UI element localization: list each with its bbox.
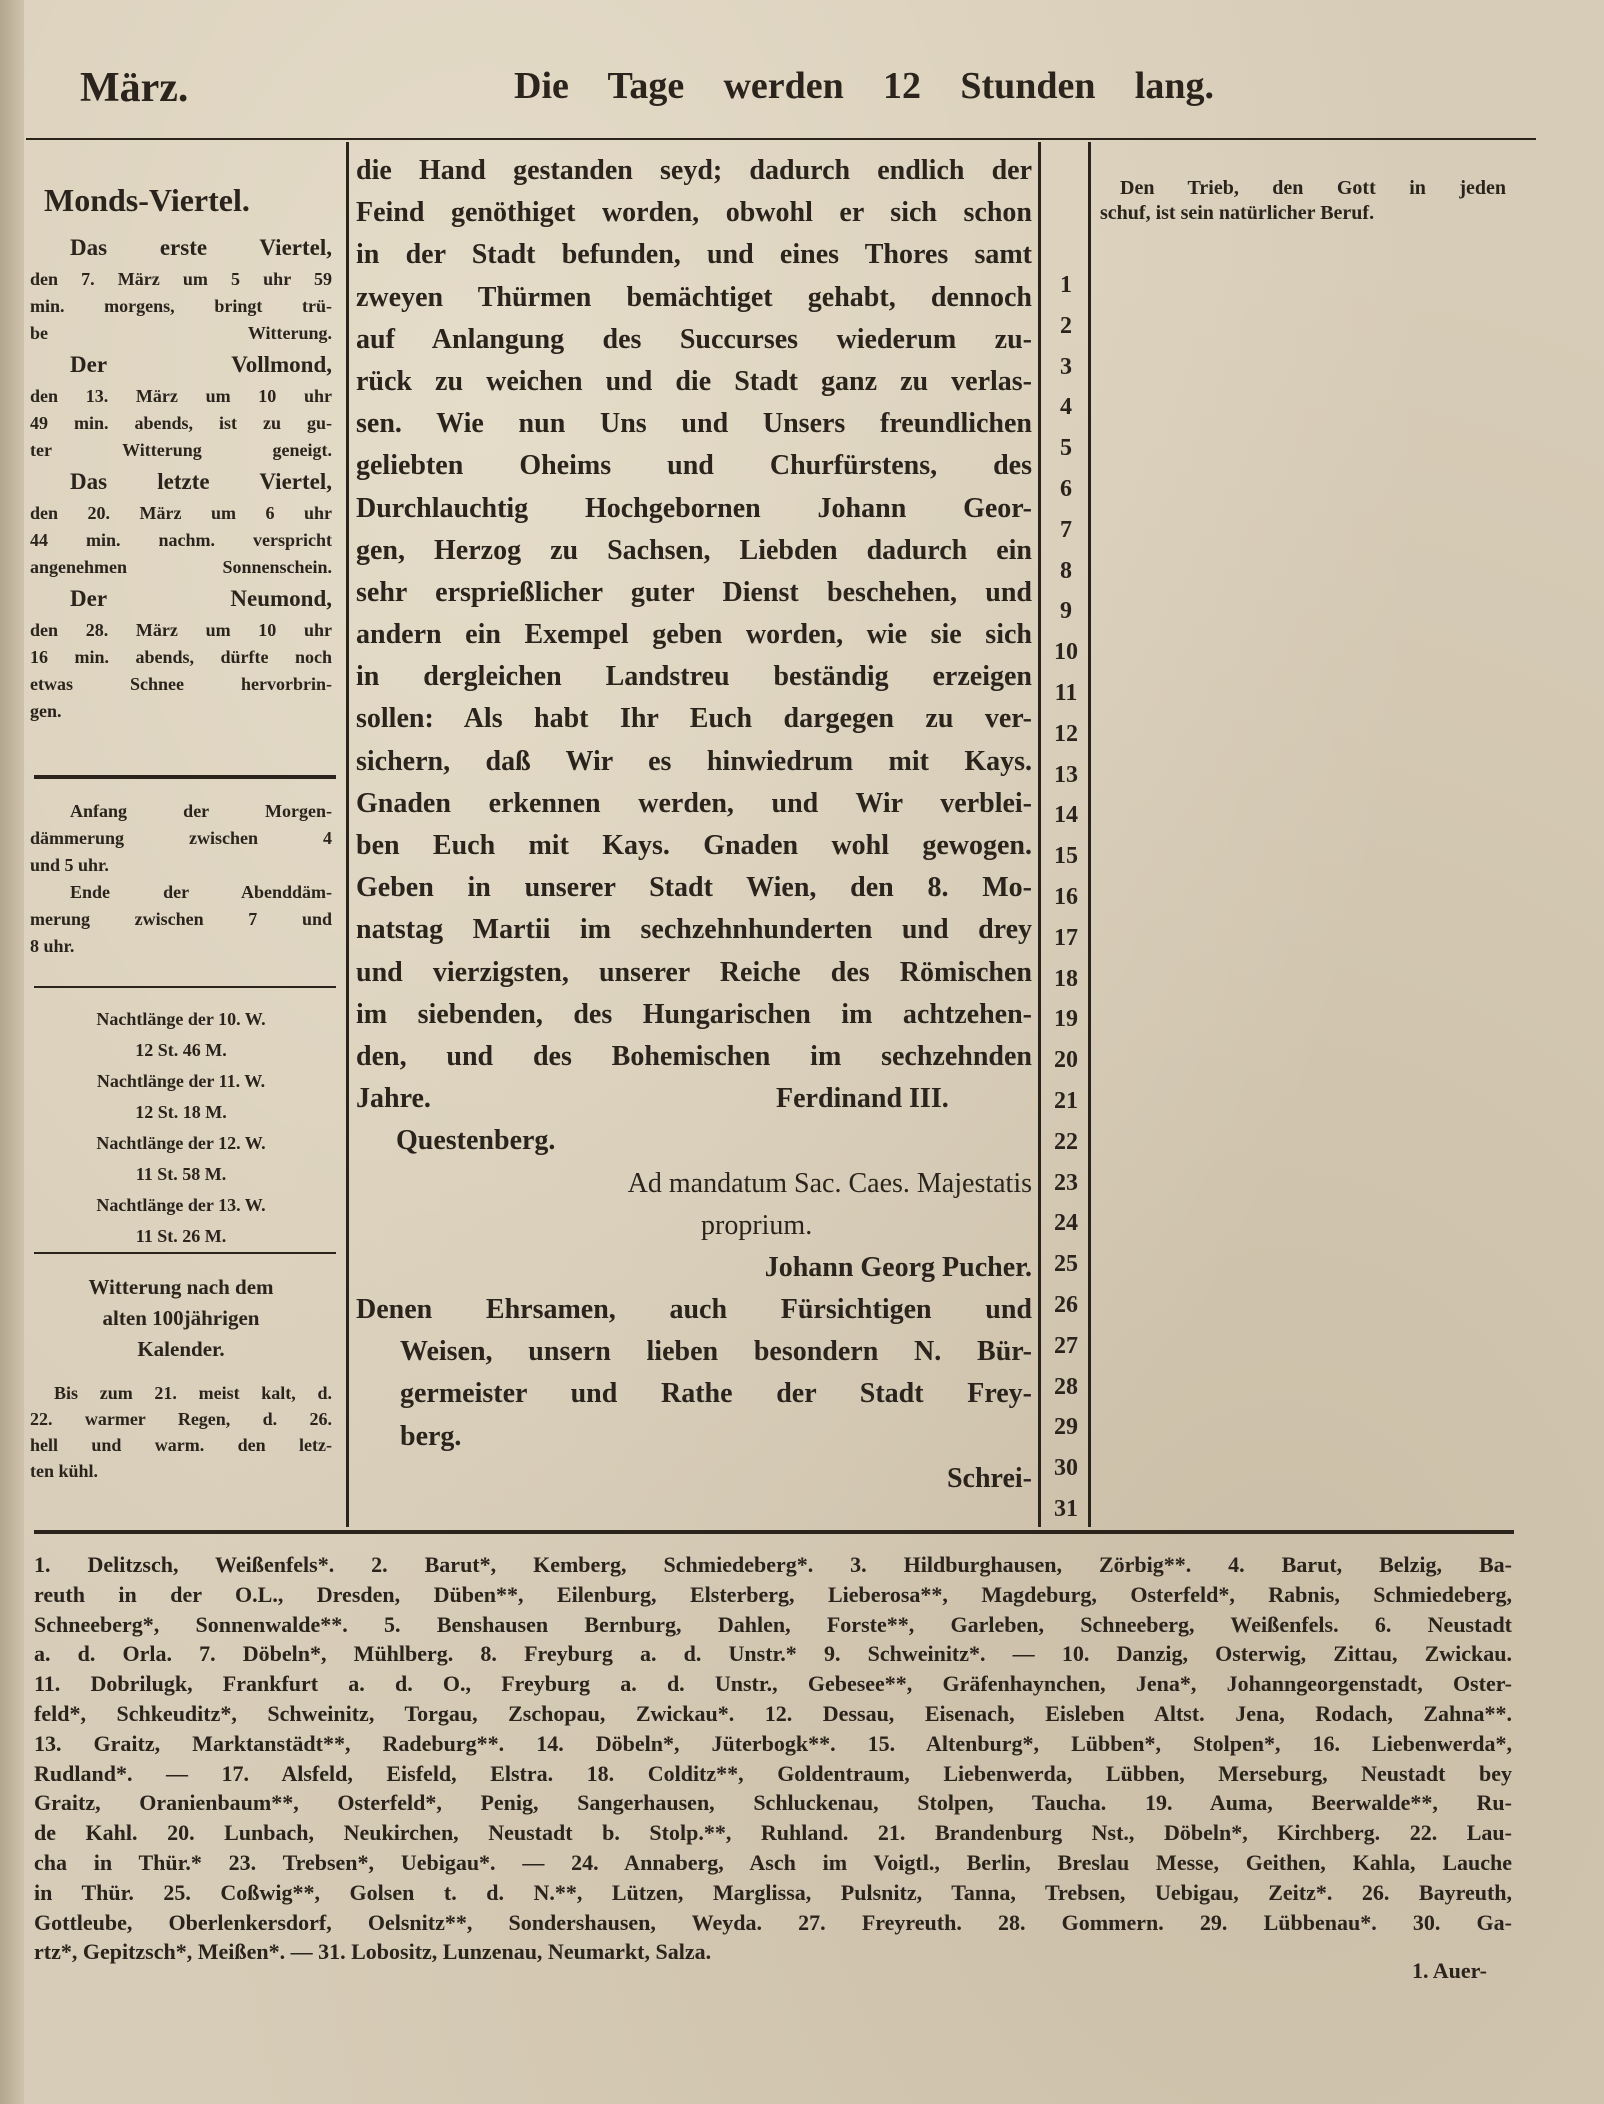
day-number: 6 [1060, 476, 1072, 502]
text-line: Feind genöthiget worden, obwohl er sich schon [356, 197, 1032, 229]
signer-name: Ferdinand III. [776, 1083, 949, 1115]
moon-phase-detail: 44 min. nachm. verspricht [30, 530, 332, 550]
section-rule [34, 986, 336, 988]
moon-phase-detail: den 20. März um 6 uhr [30, 503, 332, 523]
day-number: 3 [1060, 353, 1072, 380]
day-number: 11 [1054, 680, 1078, 706]
weather-heading-line: Witterung nach dem [88, 1275, 274, 1299]
text-line: in dergleichen Landstreu beständig erzeigen [356, 661, 1032, 693]
market-line: rtz*, Gepitzsch*, Meißen*. — 31. Lobositz, Lunzenau, Neumarkt, Salza. [34, 1939, 712, 1965]
text-jahre: Jahre. [356, 1083, 431, 1115]
moon-phase-detail: 49 min. abends, ist zu gu- [30, 413, 332, 433]
text-line: andern ein Exempel geben worden, wie sie sich [356, 619, 1032, 651]
day-number: 10 [1054, 639, 1078, 666]
moon-phase-detail: angenehmen Sonnenschein. [30, 557, 332, 577]
twilight-info [30, 798, 332, 960]
moon-phase-detail: 16 min. abends, dürfte noch [30, 647, 332, 667]
day-number: 15 [1054, 843, 1078, 870]
weather-forecast [30, 1380, 332, 1484]
text-line: gen, Herzog zu Sachsen, Liebden dadurch ein [356, 534, 1032, 566]
column-divider-days [1088, 142, 1091, 1527]
day-number: 12 [1054, 720, 1078, 747]
day-number: 20 [1054, 1047, 1078, 1074]
text-line: Geben in unserer Stadt Wien, den 8. Mo- [356, 872, 1032, 904]
text-line: die Hand gestanden seyd; dadurch endlich der [356, 155, 1032, 186]
moon-phase-detail: min. morgens, bringt trü- [30, 296, 332, 316]
mandatum-line: Ad mandatum Sac. Caes. Majestatis [627, 1167, 1032, 1199]
day-number: 21 [1054, 1088, 1078, 1114]
section-rule [34, 1252, 336, 1254]
text-line: Gnaden erkennen werden, und Wir verblei- [356, 787, 1032, 819]
weather-heading-line: alten 100jährigen [102, 1306, 260, 1330]
moon-phases-heading: Monds-Viertel. [44, 182, 250, 218]
secretary-name: Johann Georg Pucher. [764, 1251, 1032, 1283]
weather-line: Bis zum 21. meist kalt, d. [54, 1383, 332, 1403]
day-number: 26 [1054, 1292, 1078, 1318]
day-number: 8 [1060, 557, 1072, 584]
text-line: sehr ersprießlicher guter Dienst beschehen, und [356, 576, 1032, 608]
weather-heading [30, 1272, 332, 1365]
catchword: 1. Auer- [1412, 1958, 1487, 1983]
text-line: zweyen Thürmen bemächtiget gehabt, dennoch [356, 281, 1032, 313]
day-number: 4 [1060, 394, 1072, 421]
section-rule [34, 775, 336, 779]
market-line: de Kahl. 20. Lunbach, Neukirchen, Neustadt b. Stolp.**, Ruhland. 21. Brandenburg Nst., Döbeln*, Kirchberg. 22. Lau- [34, 1820, 1512, 1846]
moon-phase-detail: den 13. März um 10 uhr [30, 386, 332, 406]
market-line: feld*, Schkeuditz*, Schweinitz, Torgau, Zschopau, Zwickau*. 12. Dessau, Eisenach, Eisleben Altst. Jena, Rodach, Zahna**. [34, 1700, 1512, 1726]
market-line: 11. Dobrilugk, Frankfurt a. d. O., Freyburg a. d. Unstr., Gebesee**, Gräfenhaynchen, Jena*, Johanngeorgenstadt, Oster- [34, 1671, 1512, 1697]
market-line: reuth in der O.L., Dresden, Düben**, Eilenburg, Elsterberg, Lieberosa**, Magdeburg, Osterfeld*, Rabnis, Schmiedeberg, [34, 1581, 1512, 1607]
twilight-line: und 5 uhr. [30, 855, 109, 875]
column-divider-left [346, 142, 349, 1527]
text-line: rück zu weichen und die Stadt ganz zu verlas- [356, 365, 1032, 397]
address-line: Weisen, unsern lieben besondern N. Bür- [400, 1336, 1032, 1368]
day-number: 16 [1054, 884, 1078, 910]
night-length-info [30, 1004, 332, 1252]
text-line: ben Euch mit Kays. Gnaden wohl gewogen. [356, 830, 1032, 861]
text-line: den, und des Bohemischen im sechzehnden [356, 1040, 1032, 1072]
text-line: im siebenden, des Hungarischen im achtzehen- [356, 998, 1032, 1030]
market-line: in Thür. 25. Coßwig**, Golsen t. d. N.**, Lützen, Marglissa, Pulsnitz, Tanna, Trebsen, Uebigau, Zeitz*. 26. Bayreuth, [34, 1879, 1512, 1905]
day-number: 27 [1054, 1332, 1078, 1359]
moon-phase-detail: den 7. März um 5 uhr 59 [30, 269, 332, 289]
address-line: germeister und Rathe der Stadt Frey- [400, 1378, 1032, 1410]
weather-heading-line: Kalender. [137, 1337, 225, 1361]
column-divider-main [1038, 142, 1041, 1527]
weather-line: ten kühl. [30, 1461, 99, 1481]
night-length-value: 11 St. 26 M. [135, 1226, 227, 1246]
month-heading: März. [80, 65, 189, 111]
moon-phase-title: Das erste Viertel, [70, 235, 332, 260]
moon-phases-list [30, 230, 332, 725]
text-line: und vierzigsten, unserer Reiche des Römischen [356, 956, 1032, 988]
night-length-label: Nachtlänge der 10. W. [96, 1009, 266, 1029]
header-rule [26, 138, 1536, 140]
day-number: 22 [1054, 1128, 1078, 1155]
moon-phase-title: Der Vollmond, [70, 352, 332, 377]
market-line: Rudland*. — 17. Alsfeld, Eisfeld, Elstra. 18. Colditz**, Goldentraum, Liebenwerda, Lübben, Merseburg, Neustadt bey [34, 1760, 1512, 1786]
night-length-value: 11 St. 58 M. [135, 1164, 227, 1184]
text-line: natstag Martii im sechzehnhunderten und drey [356, 914, 1032, 946]
moon-phase-detail: be Witterung. [30, 323, 332, 343]
footer-rule [34, 1530, 1514, 1534]
market-line: cha in Thür.* 23. Trebsen*, Uebigau*. — 24. Annaberg, Asch im Voigtl., Berlin, Breslau Messe, Geithen, Kahla, Lauche [34, 1849, 1512, 1875]
day-number: 13 [1054, 761, 1078, 788]
twilight-line: 8 uhr. [30, 936, 75, 956]
address-line: berg. [400, 1420, 462, 1452]
moon-phase-detail: gen. [30, 701, 62, 721]
day-number: 9 [1060, 598, 1072, 625]
text-line: Durchlauchtig Hochgebornen Johann Geor- [356, 492, 1032, 524]
moon-phase-detail: den 28. März um 10 uhr [30, 620, 332, 640]
moon-phase-detail: etwas Schnee hervorbrin- [30, 674, 332, 694]
text-line: sichern, daß Wir es hinwiedrum mit Kays. [356, 745, 1032, 777]
day-number: 7 [1060, 516, 1072, 543]
day-number: 30 [1054, 1455, 1078, 1482]
moon-phase-detail: ter Witterung geneigt. [30, 440, 332, 460]
text-line: auf Anlangung des Succurses wiederum zu- [356, 323, 1032, 355]
twilight-line: dämmerung zwischen 4 [30, 828, 332, 848]
day-number: 2 [1060, 312, 1072, 339]
motto-line: schuf, ist sein natürlicher Beruf. [1100, 202, 1375, 224]
moon-phase-title: Der Neumond, [70, 586, 332, 611]
day-number: 25 [1054, 1251, 1078, 1278]
day-number: 14 [1054, 802, 1078, 829]
day-number: 1 [1060, 272, 1072, 298]
market-line: a. d. Orla. 7. Döbeln*, Mühlberg. 8. Freyburg a. d. Unstr.* 9. Schweinitz*. — 10. Danzig, Osterwig, Zittau, Zwickau. [34, 1641, 1512, 1667]
day-number: 5 [1060, 435, 1072, 462]
night-length-label: Nachtlänge der 13. W. [96, 1195, 266, 1215]
day-number: 24 [1054, 1210, 1078, 1237]
text-line: geliebten Oheims und Churfürstens, des [356, 450, 1032, 482]
twilight-line: Ende der Abenddäm- [70, 882, 332, 902]
night-length-value: 12 St. 18 M. [135, 1102, 227, 1122]
closing-line [356, 1078, 1032, 1120]
page-edge-shadow [0, 0, 24, 2104]
text-line: sen. Wie nun Uns und Unsers freundlichen [356, 408, 1032, 440]
day-number: 18 [1054, 965, 1078, 992]
market-line: 13. Graitz, Marktanstädt**, Radeburg**. 14. Döbeln*, Jüterbogk**. 15. Altenburg*, Lübben*, Stolpen*, 16. Liebenwerda*, [34, 1730, 1512, 1756]
moon-phase-title: Das letzte Viertel, [70, 469, 332, 494]
proprium-line: proprium. [701, 1209, 813, 1241]
day-number: 17 [1054, 924, 1078, 951]
market-line: 1. Delitzsch, Weißenfels*. 2. Barut*, Kemberg, Schmiedeberg*. 3. Hildburghausen, Zörbig**. 4. Barut, Belzig, Ba- [34, 1552, 1512, 1577]
address-line: Denen Ehrsamen, auch Fürsichtigen und [356, 1294, 1032, 1326]
text-line: sollen: Als habt Ihr Euch dargegen zu ver- [356, 703, 1032, 735]
day-number: 29 [1054, 1414, 1078, 1441]
twilight-line: Anfang der Morgen- [70, 801, 332, 821]
countersign-name: Questenberg. [396, 1125, 556, 1157]
night-length-value: 12 St. 46 M. [135, 1040, 227, 1060]
market-line: Gottleube, Oberlenkersdorf, Oelsnitz**, Sondershausen, Weyda. 27. Freyreuth. 28. Gommern. 29. Lübbenau*. 30. Ga- [34, 1909, 1512, 1935]
catchword-main: Schrei- [946, 1462, 1032, 1494]
motto-line: Den Trieb, den Gott in jeden [1120, 177, 1506, 199]
weather-line: hell und warm. den letz- [30, 1435, 332, 1455]
day-number: 23 [1054, 1169, 1078, 1196]
day-number: 19 [1054, 1006, 1078, 1033]
night-length-label: Nachtlänge der 11. W. [96, 1071, 266, 1091]
market-line: Graitz, Oranienbaum**, Osterfeld*, Penig, Sangerhausen, Schluckenau, Stolpen, Taucha. 19. Auma, Beerwalde**, Ru- [34, 1790, 1512, 1816]
motto [1100, 176, 1506, 226]
night-length-label: Nachtlänge der 12. W. [96, 1133, 266, 1153]
weather-line: 22. warmer Regen, d. 26. [30, 1409, 332, 1429]
market-list [34, 1550, 1512, 1967]
text-line: in der Stadt befunden, und eines Thores samt [356, 239, 1032, 271]
day-number: 28 [1054, 1373, 1078, 1400]
page-title: Die Tage werden 12 Stunden lang. [514, 65, 1214, 107]
main-text [356, 150, 1032, 1500]
market-line: Schneeberg*, Sonnenwalde**. 5. Benshausen Bernburg, Dahlen, Forste**, Garleben, Schneeberg, Weißenfels. 6. Neustadt [34, 1611, 1512, 1637]
twilight-line: merung zwischen 7 und [30, 909, 332, 929]
day-number: 31 [1054, 1496, 1078, 1522]
